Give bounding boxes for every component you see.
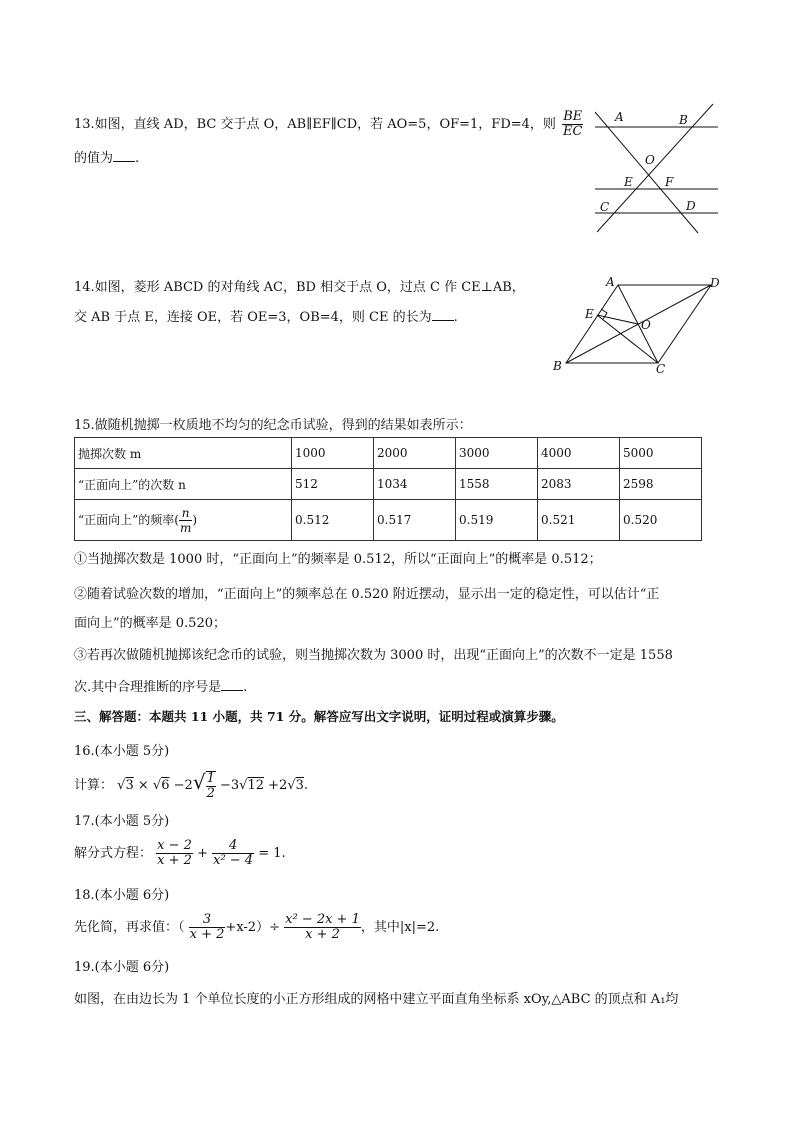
table-cell: 5000 (620, 438, 702, 469)
q16-r6: 6 (161, 778, 170, 793)
q16-half-num: 1 (206, 770, 215, 786)
q15-answer-blank[interactable] (221, 678, 243, 691)
section-heading: 三、解答题：本题共 11 小题，共 71 分。解答应写出文字说明，证明过程或演算步骤。 (74, 709, 564, 724)
q16-r3b: 3 (295, 778, 304, 793)
q17-f1-den: x + 2 (157, 853, 192, 868)
sqrt-icon: √ (287, 778, 296, 793)
q15-statement-3b-end: . (243, 680, 248, 695)
q15-statement-2b: 面向上”的概率是 0.520； (74, 616, 226, 631)
table-cell: 0.520 (620, 500, 702, 541)
q14-line2 (74, 306, 458, 325)
q14-line2-end: . (453, 310, 458, 325)
q18-f1-num: 3 (189, 913, 226, 928)
q14-label-c: C (656, 362, 666, 376)
table-row (75, 500, 702, 541)
q17-plus: + (197, 846, 208, 861)
q16-term4: +2 (268, 778, 288, 793)
sqrt-icon: √ (117, 778, 126, 793)
q13-label-b: B (679, 113, 688, 127)
q13-line-ad (595, 112, 698, 233)
table-cell: 3000 (456, 438, 538, 469)
q13-label-d: D (686, 199, 696, 213)
q18-tail: ，其中|x|=2. (360, 920, 440, 935)
q16-label: 计算： (74, 778, 114, 793)
q14-label-b: B (553, 359, 562, 373)
table-cell: 0.519 (456, 500, 538, 541)
q16-end: . (303, 778, 309, 793)
q19-line1: 如图，在由边长为 1 个单位长度的小正方形组成的网格中建立平面直角坐标系 xOy,△ABC 的顶点和 A₁均 (74, 992, 679, 1007)
q13-label-o: O (645, 153, 655, 167)
q18-expression (74, 912, 439, 944)
q16-term3: −3 (219, 778, 240, 793)
q13-frac-num: BE (563, 109, 583, 124)
q13-text: 13.如图，直线 AD，BC 交于点 O，AB∥EF∥CD，若 AO=5，OF=1，FD=4，则 (74, 117, 556, 132)
q14-label-e: E (585, 307, 594, 321)
q17-end: . (281, 846, 286, 861)
table-cell: 4000 (538, 438, 620, 469)
table-row-label: “正面向上”的次数 n (75, 469, 292, 500)
q15-statement-3b-text: 次.其中合理推断的序号是 (74, 680, 222, 695)
q13-line1 (74, 110, 583, 139)
q13-line2 (74, 147, 139, 166)
table-cell: 0.517 (374, 500, 456, 541)
q15-intro: 15.做随机抛掷一枚质地不均匀的纪念币试验，得到的结果如表所示： (74, 418, 472, 433)
table-row (75, 469, 702, 500)
q14-label-d: D (710, 276, 720, 290)
q17-f2-num: 4 (212, 839, 254, 854)
q13-label-f: F (665, 175, 674, 189)
sqrt-icon: √ (192, 770, 206, 794)
q14-diagonal-bd (566, 285, 711, 363)
q16-heading: 16.(本小题 5分) (74, 744, 170, 759)
q17-rhs: = 1 (258, 846, 282, 861)
q18-fraction-1 (189, 913, 226, 942)
table-row-label: “正面向上”的频率( $\frac{n}{m}$ ) (75, 500, 292, 541)
q13-answer-blank[interactable] (113, 149, 135, 162)
q13-line2-end: . (135, 151, 140, 166)
q17-fraction-1 (156, 839, 193, 868)
q16-expression (74, 766, 309, 801)
table-cell: 0.512 (292, 500, 374, 541)
q13-fraction (562, 110, 583, 139)
table-cell: 2083 (538, 469, 620, 500)
q13-label-e: E (624, 175, 633, 189)
table-cell: 2000 (374, 438, 456, 469)
table-cell: 1000 (292, 438, 374, 469)
q13-label-c: C (600, 200, 610, 214)
q14-label-o: O (641, 318, 651, 332)
q16-r3: 3 (125, 778, 134, 793)
q18-fraction-2 (284, 913, 361, 942)
table-cell: 1558 (456, 469, 538, 500)
q18-label: 先化简，再求值：（ (74, 920, 185, 935)
sqrt-icon: √ (152, 778, 162, 793)
q18-f2-den: x + 2 (305, 927, 340, 942)
q15-statement-3a: ③若再次做随机抛掷该纪念币的试验，则当抛掷次数为 3000 时，出现“正面向上”的次数不一定是 1558 (74, 648, 673, 663)
q13-figure (585, 100, 725, 240)
sqrt-icon: √ (239, 778, 248, 793)
q16-times: × (137, 778, 149, 793)
table-cell: 1034 (374, 469, 456, 500)
q18-mid: +x-2）÷ (225, 920, 280, 935)
table-cell: 512 (292, 469, 374, 500)
q17-fraction-2 (212, 839, 254, 868)
q17-f2-den: x² − 4 (213, 853, 254, 868)
frequency-fraction (179, 506, 192, 535)
q16-r12: 12 (247, 778, 264, 793)
q17-label: 解分式方程： (74, 846, 153, 861)
q14-line2-text: 交 AB 于点 E，连接 OE，若 OE=3，OB=4，则 CE 的长为 (74, 310, 432, 325)
q15-statement-1: ①当抛掷次数是 1000 时，“正面向上”的频率是 0.512，所以“正面向上”的概率是 0.512； (74, 552, 602, 567)
q14-answer-blank[interactable] (432, 308, 454, 321)
q18-f2-num: x² − 2x + 1 (285, 912, 360, 927)
q17-heading: 17.(本小题 5分) (74, 814, 170, 829)
frequency-frac-den: m (179, 520, 192, 535)
table-cell: 0.521 (538, 500, 620, 541)
table-row (75, 438, 702, 469)
q13-line2-text: 的值为 (74, 151, 114, 166)
q18-heading: 18.(本小题 6分) (74, 888, 170, 903)
frequency-frac-num: n (179, 506, 192, 521)
q16-half (206, 771, 216, 801)
q19-heading: 19.(本小题 6分) (74, 960, 170, 975)
q13-label-a: A (615, 110, 624, 124)
q14-line1: 14.如图，菱形 ABCD 的对角线 AC，BD 相交于点 O，过点 C 作 CE⊥AB， (74, 280, 525, 295)
frequency-label: “正面向上”的频率 (78, 512, 175, 527)
q17-f1-num: x − 2 (157, 838, 192, 853)
q13-frac-den: EC (563, 124, 583, 139)
q14-label-a: A (606, 275, 615, 289)
q17-equation (74, 838, 286, 870)
q16-term2: −2 (173, 778, 193, 793)
q18-f1-den: x + 2 (189, 927, 225, 942)
q15-statement-3b (74, 676, 247, 695)
table-row-label: 抛掷次数 m (75, 438, 292, 469)
q15-statement-2a: ②随着试验次数的增加，“正面向上”的频率总在 0.520 附近摆动，显示出一定的稳定性，可以估计“正 (74, 587, 660, 602)
q14-figure (548, 270, 728, 380)
q16-half-den: 2 (206, 785, 215, 801)
frequency-table (74, 437, 702, 541)
table-cell: 2598 (620, 469, 702, 500)
